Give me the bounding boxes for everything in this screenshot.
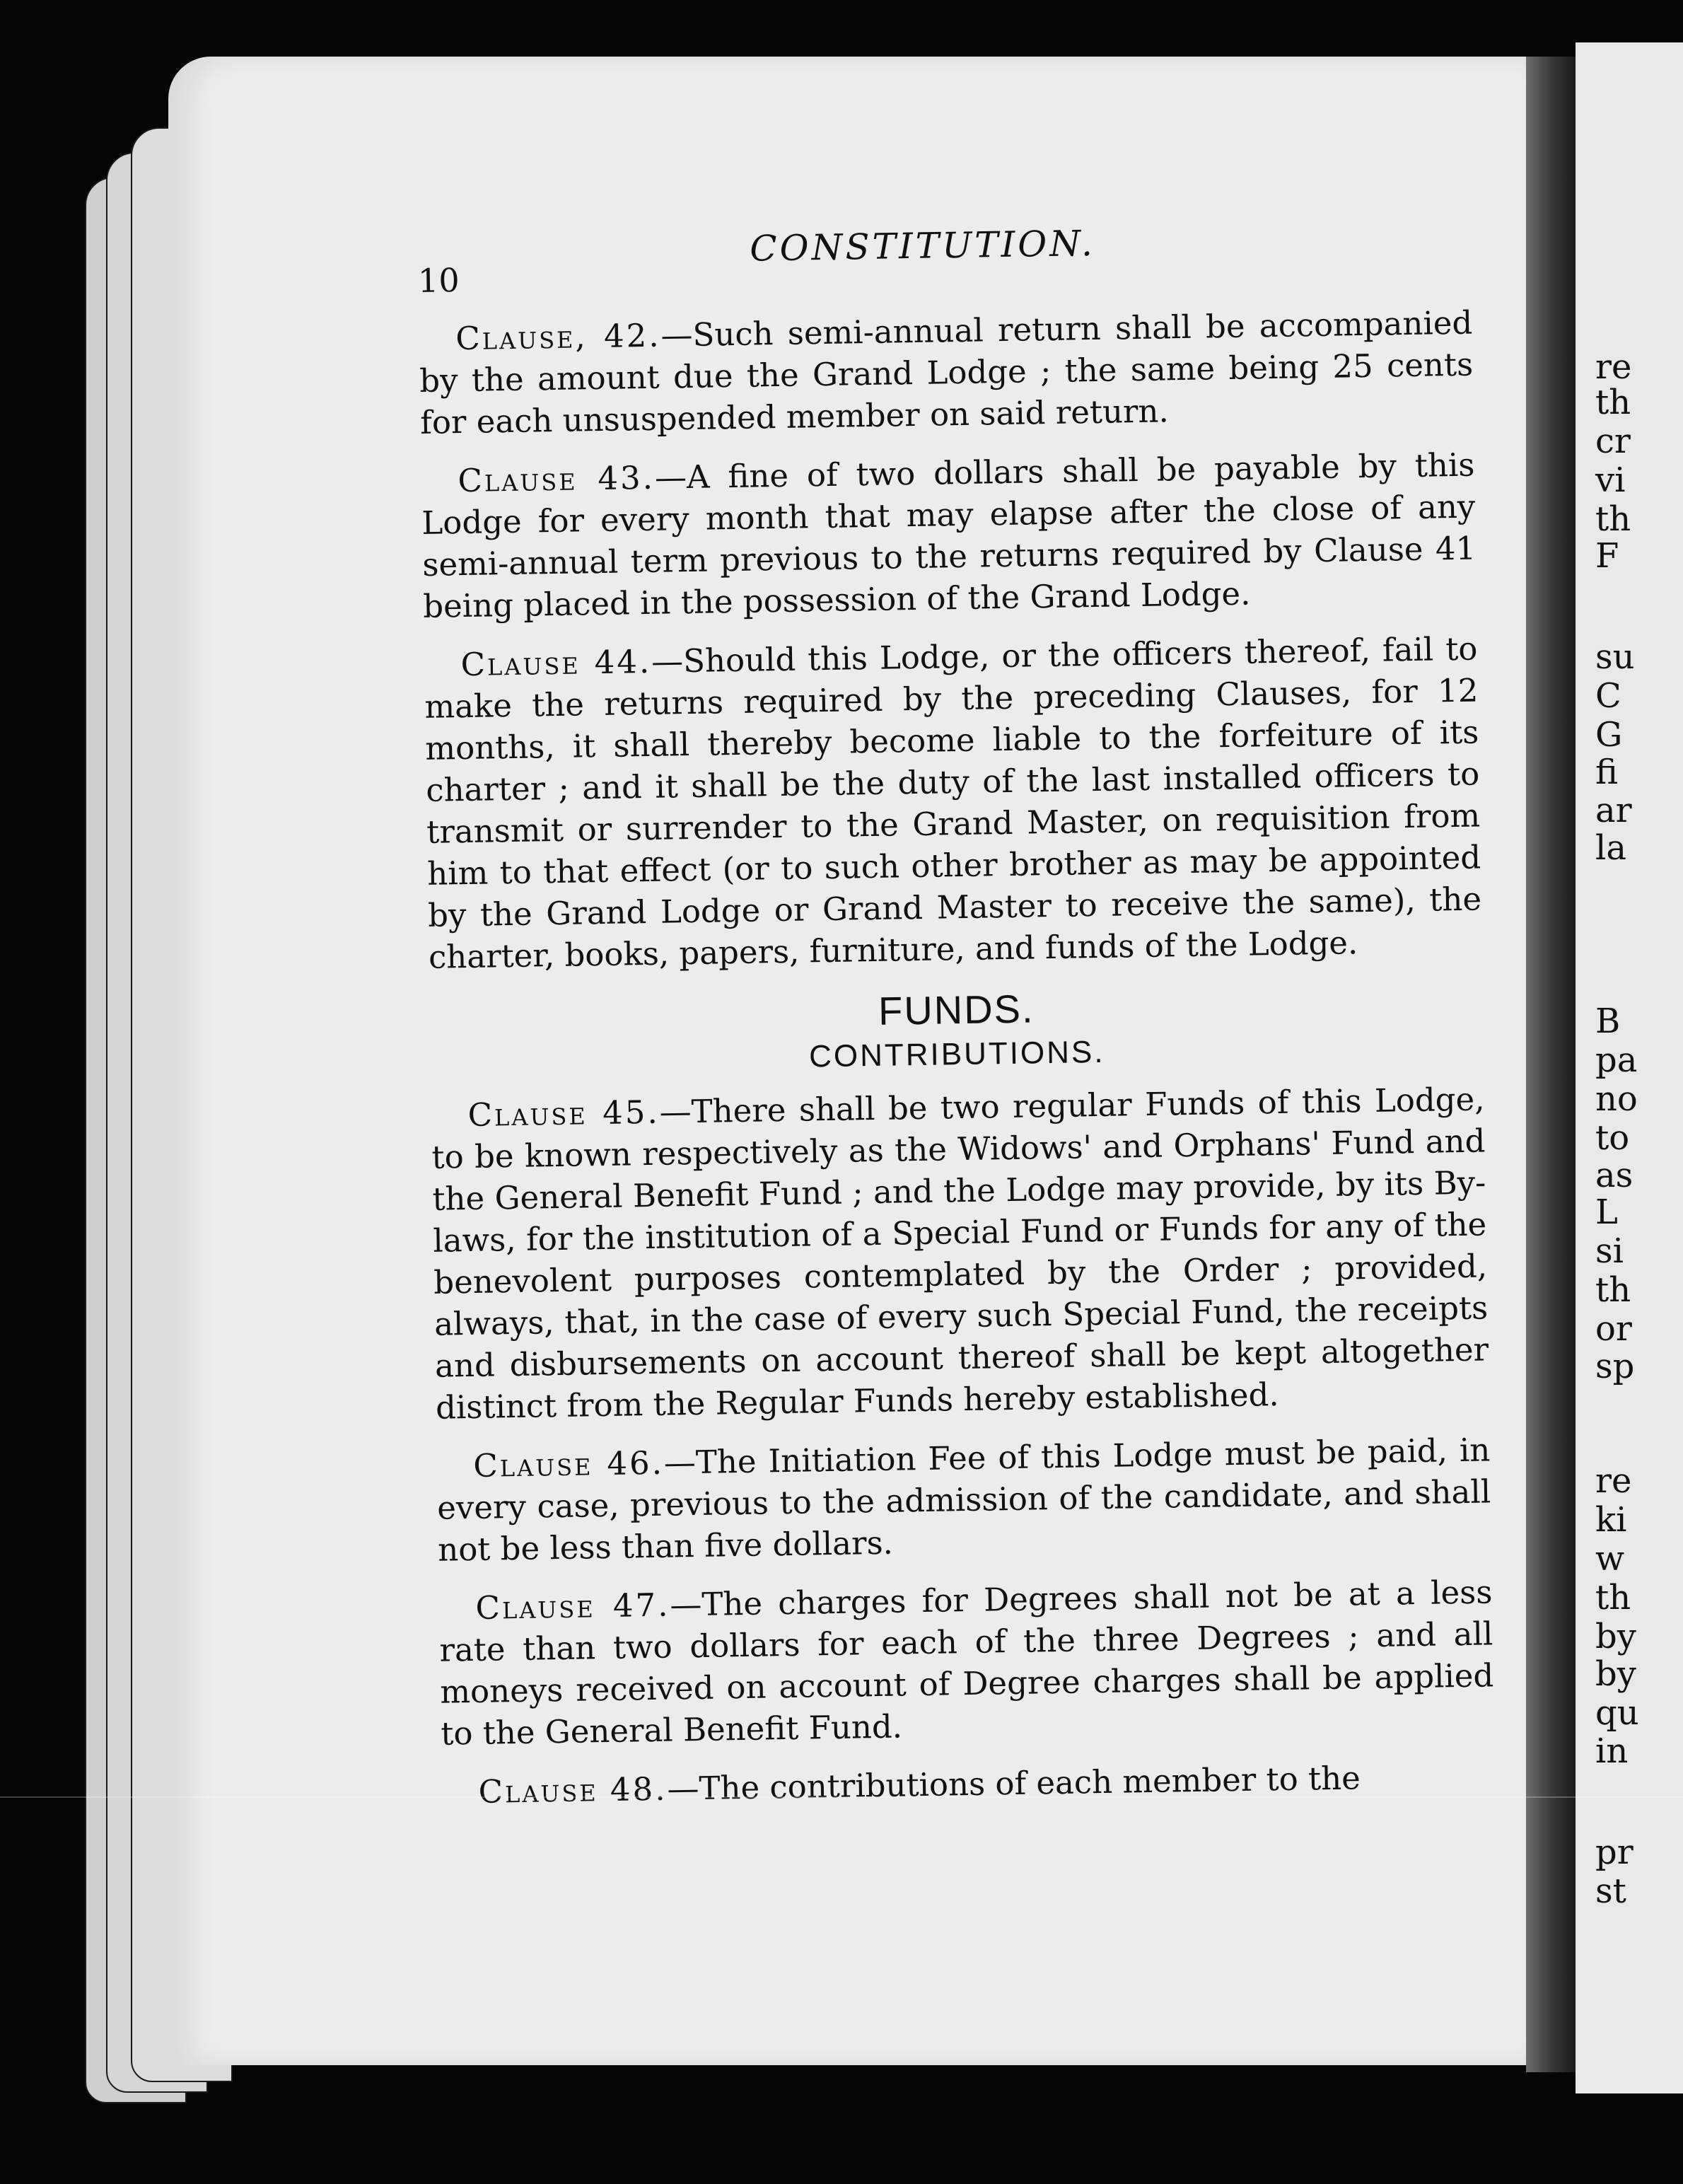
facing-page-fragment: as (1595, 1156, 1634, 1195)
facing-page-fragment: si (1595, 1231, 1624, 1271)
clause-paragraph (441, 1755, 1496, 1813)
facing-page-fragment: la (1595, 828, 1626, 868)
facing-page-fragment: pr (1595, 1832, 1634, 1872)
page-number: 10 (417, 261, 460, 300)
clause-label: Clause 47. (475, 1586, 670, 1627)
clause-label: Clause, 42. (455, 316, 661, 358)
facing-page-fragment: L (1595, 1192, 1618, 1232)
facing-page-fragment: G (1595, 715, 1623, 755)
facing-page-fragment: th (1595, 1270, 1631, 1310)
facing-page-fragment: re (1595, 347, 1632, 387)
clause-text: —Such semi-annual return shall be accompanied by the amount due the Grand Lodge ; the same being 25 cents for each unsuspended member on said return. (419, 303, 1474, 441)
clause-text: —Should this Lodge, or the officers thereof, fail to make the returns required by the preceding Clauses, for 12 months, it shall thereby become liable to the forfeiture of its charter ; and it shall be the duty of the last installed officers to transmit or surrender to the Grand Master, on requisition from him to that effect (or to such other brother as may be appointed by the Grand Lodge or Grand Master to receive the same), the charter, books, papers, furniture, and funds of the Lodge. (424, 629, 1482, 976)
facing-page-fragment: th (1595, 1578, 1631, 1617)
facing-page-fragment: ki (1595, 1500, 1627, 1540)
clause-text: —A fine of two dollars shall be payable by this Lodge for every month that may elapse after the close of any semi-annual term previous to the returns required by Clause 41 being placed in the possession of the Grand Lodge. (421, 446, 1477, 625)
clause-paragraph (436, 1429, 1492, 1570)
facing-page-fragment: w (1595, 1539, 1625, 1579)
facing-page-fragment: B (1595, 1001, 1621, 1041)
clause-text: —The contributions of each member to the (667, 1759, 1361, 1808)
facing-page-fragment: qu (1595, 1693, 1639, 1733)
facing-page-edge (1576, 42, 1683, 2093)
clause-text: —The charges for Degrees shall not be at a less rate than two dollars for each of the three Degrees ; and all moneys received on account of Degree charges shall be applied to the General Benefit Fund. (439, 1573, 1494, 1753)
section-heading: FUNDS. (878, 986, 1035, 1033)
clause-text: —There shall be two regular Funds of this Lodge, to be known respectively as the Widows' and Orphans' Fund and the General Benefit Fund ; and the Lodge may provide, by its By-laws, for the institution of a Special Fund or Funds for any of the benevolent purposes contemplated by the Order ; provided, always, that, in the case of every such Special Fund, the receipts and disbursements on account thereof shall be kept altogether distinct from the Regular Funds hereby established. (431, 1080, 1489, 1427)
clause-text: —The Initiation Fee of this Lodge must be paid, in every case, previous to the admission of the candidate, and shall not be less than five dollars. (436, 1431, 1491, 1569)
clause-paragraph (424, 628, 1482, 978)
running-head-title: CONSTITUTION. (749, 222, 1096, 269)
facing-page-fragment: re (1595, 1461, 1632, 1501)
facing-page-fragment: th (1595, 499, 1631, 539)
clause-paragraph (421, 444, 1477, 627)
facing-page-fragment: fi (1595, 753, 1619, 792)
book-gutter (1526, 57, 1576, 2072)
facing-page-fragment: st (1595, 1871, 1626, 1911)
facing-page-fragment: pa (1595, 1040, 1638, 1080)
clauses-before-section (419, 302, 1482, 978)
facing-page-fragment: vi (1595, 460, 1626, 500)
facing-page-fragment: cr (1595, 422, 1631, 461)
facing-page-fragment: in (1595, 1731, 1629, 1771)
facing-page-fragment: or (1595, 1309, 1632, 1349)
facing-page-fragment: ar (1595, 791, 1632, 830)
facing-page-fragment: to (1595, 1118, 1630, 1158)
clause-paragraph (419, 302, 1474, 443)
facing-page-fragment: F (1595, 536, 1619, 576)
facing-page-fragment: no (1595, 1079, 1638, 1119)
clause-label: Clause 44. (460, 642, 652, 684)
facing-page-fragment: su (1595, 637, 1635, 677)
clause-label: Clause 46. (472, 1444, 665, 1485)
facing-page-fragment: th (1595, 383, 1631, 422)
sub-heading: CONTRIBUTIONS. (808, 1034, 1105, 1074)
clause-label: Clause 45. (467, 1093, 660, 1134)
facing-page-fragment: C (1595, 676, 1621, 716)
clause-label: Clause 43. (458, 458, 656, 500)
page-text-block (417, 217, 1496, 1830)
facing-page-fragment: by (1595, 1654, 1636, 1694)
scan-artifact-line (0, 1796, 1683, 1798)
facing-page-fragment: sp (1595, 1347, 1635, 1386)
facing-page-fragment: by (1595, 1617, 1636, 1656)
clause-paragraph (438, 1571, 1495, 1754)
clauses-after-section (431, 1078, 1496, 1813)
clause-paragraph (431, 1078, 1489, 1428)
clause-label: Clause 48. (478, 1770, 668, 1811)
